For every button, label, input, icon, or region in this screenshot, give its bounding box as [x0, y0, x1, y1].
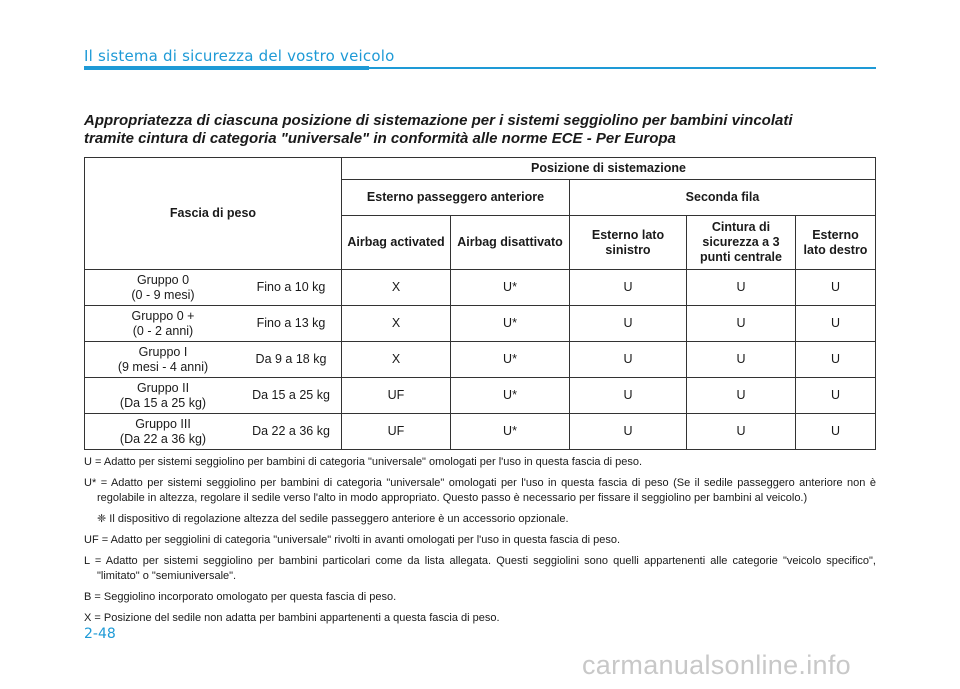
weight-cell: Da 22 a 36 kg — [241, 414, 342, 450]
center-seat-cell: U — [687, 342, 796, 378]
note-x: X = Posizione del sedile non adatta per bambini appartenenti a questa fascia di peso. — [84, 612, 500, 624]
outer-left-cell: U — [570, 306, 687, 342]
center-seat-cell: U — [687, 270, 796, 306]
note-b: B = Seggiolino incorporato omologato per questa fascia di peso. — [84, 591, 397, 603]
outer-right-cell: U — [796, 378, 876, 414]
group-name: Gruppo 0 + — [131, 308, 195, 323]
group-cell — [85, 378, 242, 414]
airbag-activated-cell: UF — [342, 414, 451, 450]
note-u: U = Adatto per sistemi seggiolino per bambini di categoria "universale" omologati per l'uso in questa fascia di peso. — [84, 456, 643, 468]
outer-left-cell: U — [570, 378, 687, 414]
weight-band-header: Fascia di peso — [85, 158, 342, 270]
outer-left-cell: U — [570, 342, 687, 378]
note-l: L = Adatto per sistemi seggiolino per bambini particolari come da lista allegata. Questi seggiolini sono quelli appartenenti alle categorie "veicolo specifico", "limitato" o "semiuniversale". — [84, 555, 876, 582]
outer-right-cell: U — [796, 306, 876, 342]
table-row — [85, 378, 876, 414]
center-seat-header: Cintura di sicurezza a 3 punti centrale — [687, 216, 796, 270]
section-heading — [84, 112, 884, 148]
airbag-disabled-cell: U* — [451, 342, 570, 378]
front-passenger-header: Esterno passeggero anteriore — [342, 180, 570, 216]
position-header: Posizione di sistemazione — [342, 158, 876, 180]
airbag-activated-cell: UF — [342, 378, 451, 414]
group-range: (9 mesi - 4 anni) — [117, 359, 209, 374]
outer-left-cell: U — [570, 270, 687, 306]
child-seat-compatibility-table — [84, 157, 876, 450]
table-row — [85, 342, 876, 378]
section-heading-line1: Appropriatezza di ciascuna posizione di sistemazione per i sistemi seggiolino per bambini vincolati — [84, 112, 793, 129]
table-row — [85, 270, 876, 306]
group-cell — [85, 270, 242, 306]
outer-right-cell: U — [796, 270, 876, 306]
group-name: Gruppo II — [136, 380, 190, 395]
chapter-rule-accent — [84, 66, 369, 70]
chapter-title: Il sistema di sicurezza del vostro veicolo — [84, 47, 395, 65]
weight-cell: Fino a 10 kg — [241, 270, 342, 306]
table-header-row — [85, 158, 876, 180]
group-name: Gruppo I — [138, 344, 188, 359]
weight-cell: Fino a 13 kg — [241, 306, 342, 342]
airbag-disabled-cell: U* — [451, 270, 570, 306]
group-range: (Da 22 a 36 kg) — [119, 431, 207, 446]
note-optional-height-adjuster: ❈ Il dispositivo di regolazione altezza del sedile passeggero anteriore è un accessorio opzionale. — [97, 513, 569, 525]
group-cell — [85, 342, 242, 378]
section-heading-line2: tramite cintura di categoria "universale" in conformità alle norme ECE - Per Europa — [84, 130, 676, 147]
chapter-rule — [369, 67, 876, 69]
table-row — [85, 306, 876, 342]
group-range: (0 - 9 mesi) — [131, 287, 195, 302]
group-cell — [85, 414, 242, 450]
second-row-header: Seconda fila — [570, 180, 876, 216]
airbag-activated-header: Airbag activated — [342, 216, 451, 270]
weight-cell: Da 9 a 18 kg — [241, 342, 342, 378]
group-name: Gruppo III — [135, 416, 191, 431]
note-uf: UF = Adatto per seggiolini di categoria "universale" rivolti in avanti omologati per l'uso in questa fascia di peso. — [84, 534, 621, 546]
airbag-disabled-header: Airbag disattivato — [451, 216, 570, 270]
airbag-activated-cell: X — [342, 306, 451, 342]
page-number: 2-48 — [84, 626, 116, 642]
legend-notes — [84, 455, 876, 632]
outer-right-cell: U — [796, 414, 876, 450]
outer-right-header: Esterno lato destro — [796, 216, 876, 270]
note-u-star: U* = Adatto per sistemi seggiolino per bambini di categoria "universale" omologati per l'uso in questa fascia di peso (Se il sedile passeggero anteriore non è regolabile in altezza, regolare il sedile verso l'alto in modo appropriato. Questo passo è necessario per fissare il seggiolino per bambini al veicolo.) — [84, 477, 876, 504]
group-name: Gruppo 0 — [136, 272, 190, 287]
watermark: carmanualsonline.info — [582, 650, 851, 680]
outer-left-header: Esterno lato sinistro — [570, 216, 687, 270]
center-seat-cell: U — [687, 378, 796, 414]
airbag-activated-cell: X — [342, 342, 451, 378]
group-range: (0 - 2 anni) — [132, 323, 194, 338]
table-row — [85, 414, 876, 450]
outer-right-cell: U — [796, 342, 876, 378]
weight-cell: Da 15 a 25 kg — [241, 378, 342, 414]
group-range: (Da 15 a 25 kg) — [119, 395, 207, 410]
outer-left-cell: U — [570, 414, 687, 450]
airbag-disabled-cell: U* — [451, 378, 570, 414]
center-seat-cell: U — [687, 414, 796, 450]
airbag-activated-cell: X — [342, 270, 451, 306]
airbag-disabled-cell: U* — [451, 414, 570, 450]
group-cell — [85, 306, 242, 342]
center-seat-cell: U — [687, 306, 796, 342]
airbag-disabled-cell: U* — [451, 306, 570, 342]
